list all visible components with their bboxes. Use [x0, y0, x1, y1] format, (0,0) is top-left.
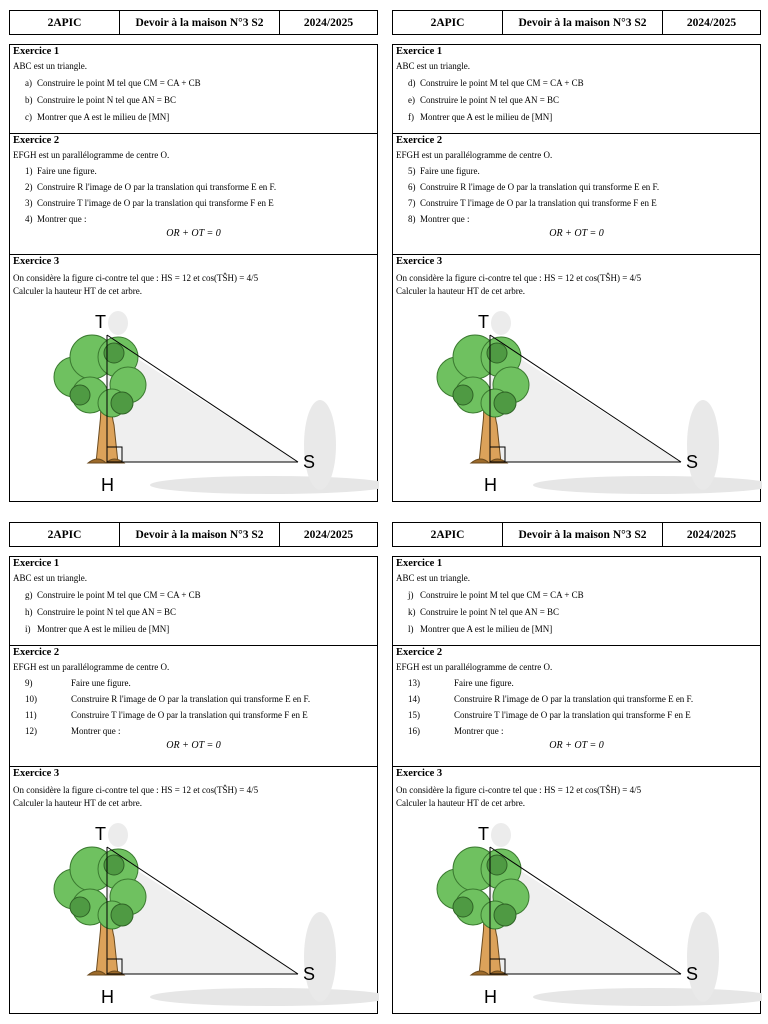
item-text: Montrer que :: [420, 214, 470, 224]
header-title: Devoir à la maison N°3 S2: [503, 11, 663, 34]
exercise-1-title: Exercice 1: [13, 558, 60, 569]
label-t: T: [478, 312, 489, 332]
item-label: 13): [408, 678, 420, 688]
exercise-1-item: [408, 624, 757, 635]
item-text: Faire une figure.: [420, 166, 480, 176]
header-year: 2024/2025: [686, 16, 737, 29]
header-title: Devoir à la maison N°3 S2: [120, 11, 280, 34]
background-rock: [304, 912, 336, 1002]
background-blob: [108, 823, 128, 847]
exercise-3-title: Exercice 3: [396, 768, 443, 779]
item-text: Construire le point M tel que CM = CA + CB: [37, 590, 201, 600]
exercise-2-item: [25, 214, 374, 225]
label-h: H: [484, 475, 497, 495]
exercise-3-statement: On considère la figure ci-contre tel que : HS = 12 et cos(TŜH) = 4/5: [13, 785, 259, 795]
item-text: Construire T l'image de O par la translation qui transforme F en E: [454, 710, 691, 720]
tree-triangle-figure: [10, 295, 379, 500]
exercise-1-item: [25, 78, 374, 89]
worksheet-card: [9, 522, 378, 1014]
item-label: 6): [408, 182, 416, 192]
item-text: Montrer que A est le milieu de [MN]: [420, 112, 553, 122]
header-year: 2024/2025: [303, 16, 354, 29]
header-table: [392, 10, 761, 35]
exercise-2-title: Exercice 2: [396, 647, 443, 658]
label-s: S: [686, 452, 699, 472]
exercise-1-intro: ABC est un triangle.: [13, 573, 87, 583]
item-label: e): [408, 95, 415, 105]
exercise-3: [393, 767, 760, 1013]
item-label: j): [408, 590, 414, 600]
item-text: Montrer que :: [37, 214, 87, 224]
vector-equation: OR + OT = 0: [549, 228, 604, 239]
exercise-2-item: [408, 166, 757, 177]
label-t: T: [478, 824, 489, 844]
exercise-3-question: Calculer la hauteur HT de cet arbre.: [13, 286, 143, 296]
item-text: Construire le point M tel que CM = CA + CB: [420, 590, 584, 600]
label-t: T: [95, 312, 106, 332]
background-blob: [491, 823, 511, 847]
item-text: Montrer que :: [454, 726, 504, 736]
item-text: Construire le point M tel que CM = CA + CB: [37, 78, 201, 88]
vector-equation: OR + OT = 0: [166, 740, 221, 751]
exercise-2: [10, 134, 377, 255]
item-text: Faire une figure.: [71, 678, 131, 688]
exercise-1-item: [408, 78, 757, 89]
exercise-2-item: [408, 726, 757, 737]
item-text: Montrer que :: [71, 726, 121, 736]
item-text: Construire le point N tel que AN = BC: [37, 607, 177, 617]
exercise-3-statement: On considère la figure ci-contre tel que : HS = 12 et cos(TŜH) = 4/5: [396, 785, 642, 795]
item-text: Construire le point M tel que CM = CA + CB: [420, 78, 584, 88]
exercise-3-title: Exercice 3: [13, 256, 60, 267]
exercise-1-item: [408, 112, 757, 123]
worksheet-card: [392, 10, 761, 502]
exercise-2-item: [25, 198, 374, 209]
item-label: d): [408, 78, 416, 88]
exercise-1: [10, 557, 377, 646]
item-label: a): [25, 78, 32, 88]
item-text: Construire T l'image de O par la translation qui transforme F en E: [71, 710, 308, 720]
exercise-3-statement: On considère la figure ci-contre tel que : HS = 12 et cos(TŜH) = 4/5: [13, 273, 259, 283]
item-label: 7): [408, 198, 416, 208]
exercise-2: [393, 646, 760, 767]
exercise-2-item: [408, 678, 757, 689]
exercise-2: [393, 134, 760, 255]
label-t: T: [95, 824, 106, 844]
background-rock: [304, 400, 336, 490]
exercise-2-title: Exercice 2: [13, 647, 60, 658]
item-label: i): [25, 624, 31, 634]
background-rock: [687, 912, 719, 1002]
item-label: 14): [408, 694, 420, 704]
exercise-2-intro: EFGH est un parallélogramme de centre O.: [396, 150, 553, 160]
ground-shadow: [150, 476, 379, 494]
item-label: 15): [408, 710, 420, 720]
exercise-1-item: [408, 95, 757, 106]
exercise-box: [392, 44, 761, 502]
exercise-3-question: Calculer la hauteur HT de cet arbre.: [396, 798, 526, 808]
item-label: 16): [408, 726, 420, 736]
item-label: 4): [25, 214, 33, 224]
header-title: Devoir à la maison N°3 S2: [503, 523, 663, 546]
background-blob: [108, 311, 128, 335]
label-h: H: [101, 475, 114, 495]
exercise-3-title: Exercice 3: [13, 768, 60, 779]
exercise-1-intro: ABC est un triangle.: [13, 61, 87, 71]
exercise-2-title: Exercice 2: [13, 135, 60, 146]
exercise-1: [393, 557, 760, 646]
exercise-1-intro: ABC est un triangle.: [396, 573, 470, 583]
exercise-3: [10, 255, 377, 501]
item-label: 5): [408, 166, 416, 176]
exercise-2-item: [408, 694, 757, 705]
header-class: 2APIC: [10, 523, 120, 546]
item-label: g): [25, 590, 33, 600]
exercise-3-title: Exercice 3: [396, 256, 443, 267]
item-text: Construire T l'image de O par la translation qui transforme F en E: [420, 198, 657, 208]
item-label: b): [25, 95, 33, 105]
item-label: 8): [408, 214, 416, 224]
ground-shadow: [533, 476, 762, 494]
item-text: Faire une figure.: [37, 166, 97, 176]
header-table: [9, 522, 378, 547]
background-rock: [687, 400, 719, 490]
exercise-1-item: [25, 590, 374, 601]
exercise-1: [393, 45, 760, 134]
vector-equation: OR + OT = 0: [166, 228, 221, 239]
label-h: H: [101, 987, 114, 1007]
exercise-1-item: [25, 624, 374, 635]
vector-equation: OR + OT = 0: [549, 740, 604, 751]
background-blob: [491, 311, 511, 335]
item-label: 2): [25, 182, 33, 192]
header-class: 2APIC: [393, 523, 503, 546]
exercise-1-item: [25, 607, 374, 618]
exercise-1-intro: ABC est un triangle.: [396, 61, 470, 71]
exercise-1-title: Exercice 1: [396, 558, 443, 569]
exercise-1-item: [408, 590, 757, 601]
exercise-2-item: [408, 214, 757, 225]
label-h: H: [484, 987, 497, 1007]
exercise-1: [10, 45, 377, 134]
item-label: 10): [25, 694, 37, 704]
item-text: Construire le point N tel que AN = BC: [420, 607, 560, 617]
item-label: 3): [25, 198, 33, 208]
item-text: Montrer que A est le milieu de [MN]: [420, 624, 553, 634]
header-class: 2APIC: [393, 11, 503, 34]
item-text: Construire le point N tel que AN = BC: [420, 95, 560, 105]
exercise-2-item: [25, 710, 374, 721]
item-text: Construire T l'image de O par la translation qui transforme F en E: [37, 198, 274, 208]
exercise-1-item: [25, 95, 374, 106]
tree-triangle-figure: [393, 807, 762, 1012]
exercise-2-item: [25, 166, 374, 177]
exercise-2-item: [25, 694, 374, 705]
item-label: 9): [25, 678, 33, 688]
exercise-2-intro: EFGH est un parallélogramme de centre O.: [396, 662, 553, 672]
exercise-2-item: [408, 198, 757, 209]
exercise-2-item: [408, 182, 757, 193]
exercise-3-question: Calculer la hauteur HT de cet arbre.: [13, 798, 143, 808]
exercise-3: [393, 255, 760, 501]
header-table: [9, 10, 378, 35]
exercise-2: [10, 646, 377, 767]
header-year: 2024/2025: [303, 528, 354, 541]
item-label: 1): [25, 166, 33, 176]
tree-triangle-figure: [393, 295, 762, 500]
item-label: k): [408, 607, 416, 617]
label-s: S: [686, 964, 699, 984]
exercise-2-item: [408, 710, 757, 721]
exercise-3-statement: On considère la figure ci-contre tel que : HS = 12 et cos(TŜH) = 4/5: [396, 273, 642, 283]
exercise-2-title: Exercice 2: [396, 135, 443, 146]
item-label: c): [25, 112, 32, 122]
item-label: 12): [25, 726, 37, 736]
ground-shadow: [533, 988, 762, 1006]
tree-triangle-figure: [10, 807, 379, 1012]
item-text: Construire le point N tel que AN = BC: [37, 95, 177, 105]
worksheet-card: [392, 522, 761, 1014]
exercise-1-item: [25, 112, 374, 123]
exercise-3: [10, 767, 377, 1013]
exercise-2-item: [25, 726, 374, 737]
exercise-2-item: [25, 182, 374, 193]
exercise-box: [9, 44, 378, 502]
exercise-2-item: [25, 678, 374, 689]
exercise-2-intro: EFGH est un parallélogramme de centre O.: [13, 150, 170, 160]
item-text: Construire R l'image de O par la translation qui transforme E en F.: [37, 182, 277, 192]
label-s: S: [303, 964, 316, 984]
exercise-1-title: Exercice 1: [396, 46, 443, 57]
exercise-box: [392, 556, 761, 1014]
worksheet-card: [9, 10, 378, 502]
item-label: l): [408, 624, 414, 634]
exercise-3-question: Calculer la hauteur HT de cet arbre.: [396, 286, 526, 296]
item-label: 11): [25, 710, 37, 720]
ground-shadow: [150, 988, 379, 1006]
header-table: [392, 522, 761, 547]
exercise-2-intro: EFGH est un parallélogramme de centre O.: [13, 662, 170, 672]
exercise-1-title: Exercice 1: [13, 46, 60, 57]
header-class: 2APIC: [10, 11, 120, 34]
item-text: Montrer que A est le milieu de [MN]: [37, 624, 170, 634]
exercise-1-item: [408, 607, 757, 618]
header-title: Devoir à la maison N°3 S2: [120, 523, 280, 546]
header-year: 2024/2025: [686, 528, 737, 541]
item-text: Construire R l'image de O par la translation qui transforme E en F.: [454, 694, 694, 704]
item-label: h): [25, 607, 33, 617]
item-label: f): [408, 112, 414, 122]
item-text: Montrer que A est le milieu de [MN]: [37, 112, 170, 122]
item-text: Construire R l'image de O par la translation qui transforme E en F.: [71, 694, 311, 704]
item-text: Faire une figure.: [454, 678, 514, 688]
exercise-box: [9, 556, 378, 1014]
item-text: Construire R l'image de O par la translation qui transforme E en F.: [420, 182, 660, 192]
label-s: S: [303, 452, 316, 472]
